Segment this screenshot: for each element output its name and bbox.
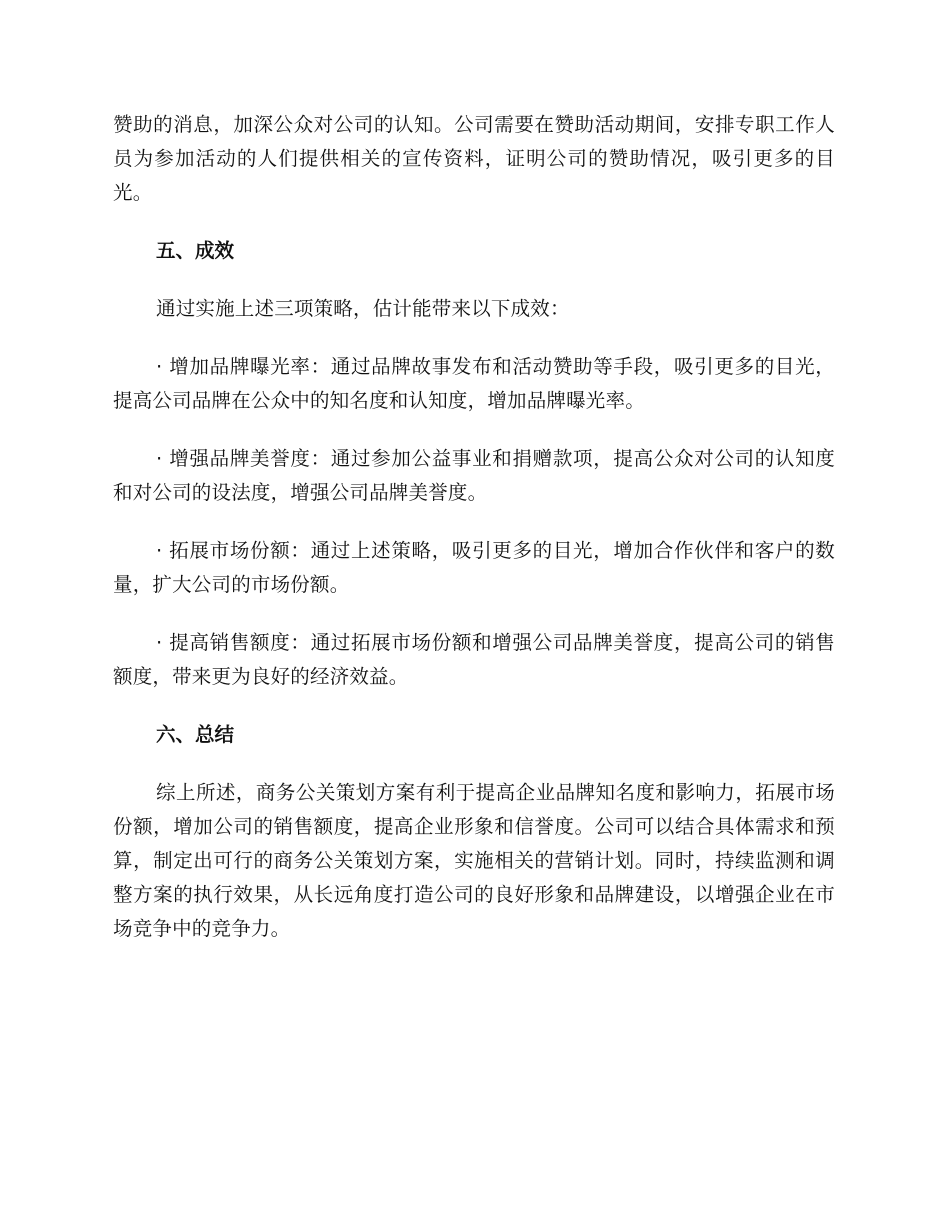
bullet-market-share: · 拓展市场份额：通过上述策略，吸引更多的目光，增加合作伙伴和客户的数量，扩大公司的市场份额。 [113,539,835,596]
spacer [113,326,835,350]
spacer [113,694,835,718]
spacer [113,418,835,442]
section-heading-summary: 六、总结 [156,723,235,746]
section-heading-results: 五、成效 [156,239,235,262]
paragraph-results-intro: 通过实施上述三项策略，估计能带来以下成效： [156,297,570,320]
bullet-sales-volume: · 提高销售额度：通过拓展市场份额和增强公司品牌美誉度，提高公司的销售额度，带来更为良好的经济效益。 [113,631,835,688]
spacer [113,752,835,776]
spacer [113,268,835,292]
spacer [113,602,835,626]
spacer [113,510,835,534]
bullet-brand-reputation: · 增强品牌美誉度：通过参加公益事业和捐赠款项，提高公众对公司的认知度和对公司的设法度，增强公司品牌美誉度。 [113,447,835,504]
document-body [113,108,835,946]
spacer [113,210,835,234]
paragraph-sponsorship-continued: 赞助的消息，加深公众对公司的认知。公司需要在赞助活动期间，安排专职工作人员为参加活动的人们提供相关的宣传资料，证明公司的赞助情况，吸引更多的目光。 [113,113,835,204]
bullet-brand-exposure: · 增加品牌曝光率：通过品牌故事发布和活动赞助等手段，吸引更多的目光，提高公司品牌在公众中的知名度和认知度，增加品牌曝光率。 [113,355,835,412]
paragraph-summary: 综上所述，商务公关策划方案有利于提高企业品牌知名度和影响力，拓展市场份额，增加公司的销售额度，提高企业形象和信誉度。公司可以结合具体需求和预算，制定出可行的商务公关策划方案，实施相关的营销计划。同时，持续监测和调整方案的执行效果，从长远角度打造公司的良好形象和品牌建设，以增强企业在市场竞争中的竞争力。 [113,781,835,940]
